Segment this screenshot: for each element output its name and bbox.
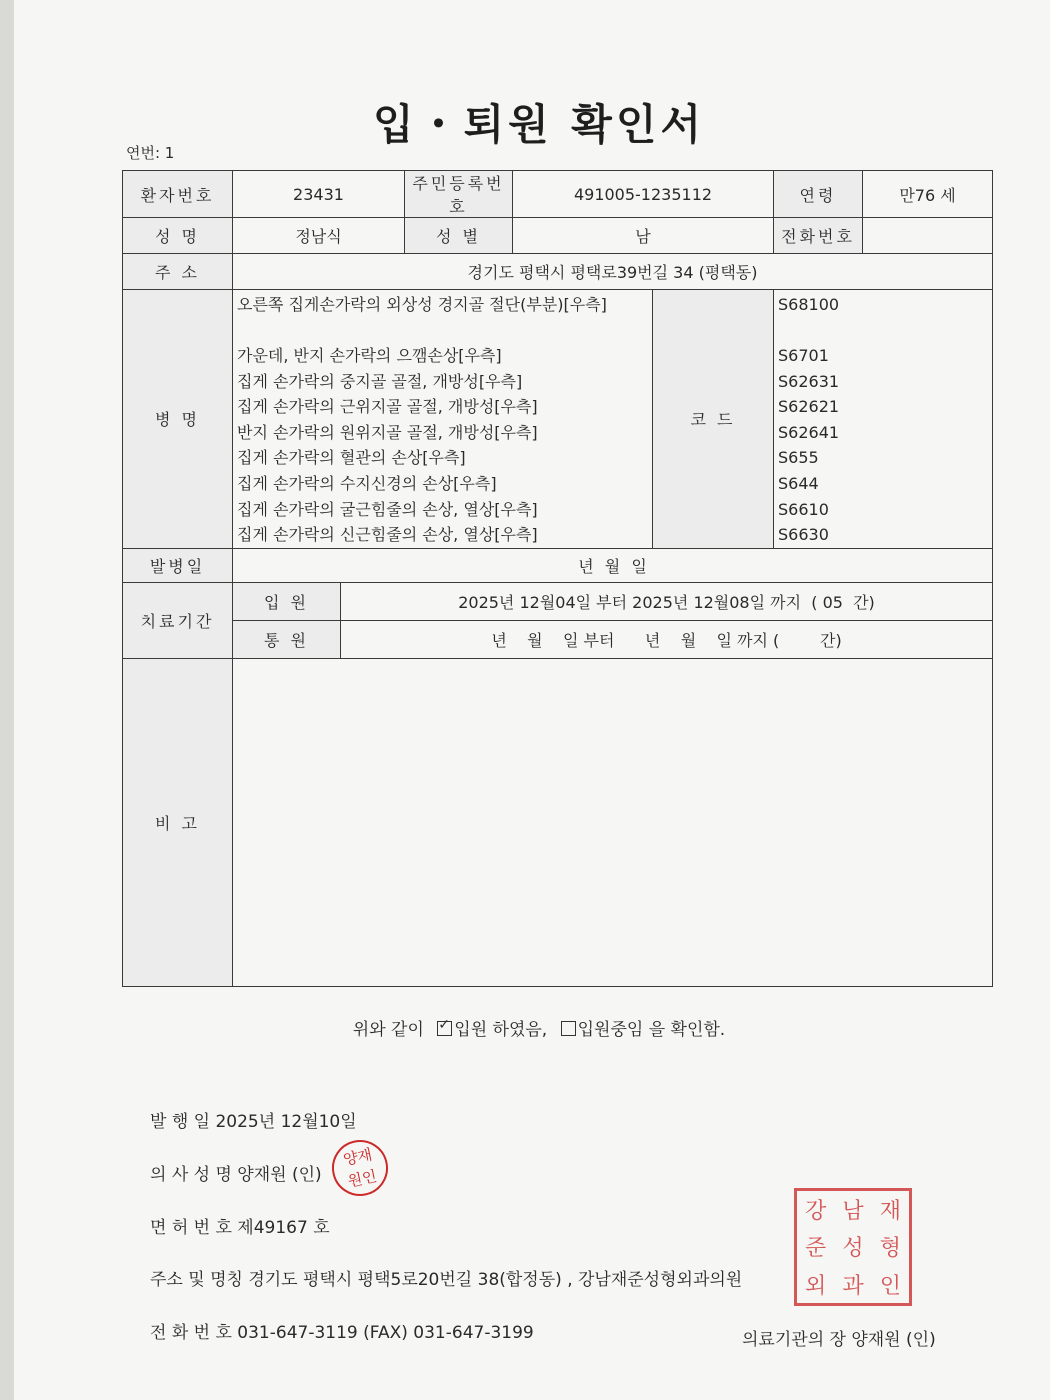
row-onset — [123, 548, 993, 582]
diagnosis-list — [233, 290, 653, 549]
confirm-option-admitted: 입원 하였음, — [454, 1020, 548, 1040]
clinic-seal-stamp: 강 남 재 준 성 형 외 과 인 — [794, 1188, 912, 1306]
value-patient-no: 23431 — [233, 171, 405, 218]
label-age: 연령 — [774, 171, 863, 218]
diagnosis-item: 집게 손가락의 근위지골 골절, 개방성[우측] — [237, 397, 538, 417]
value-inpatient-period: 2025년 12월04일 부터 2025년 12월08일 까지 ( 05 간) — [341, 582, 993, 620]
value-outpatient-period: 년 월 일 부터 년 월 일 까지 ( 간) — [341, 620, 993, 658]
doctor-seal-stamp: 양재원인 — [327, 1135, 393, 1201]
label-remarks: 비 고 — [123, 658, 233, 986]
value-sex: 남 — [513, 218, 774, 254]
diagnosis-item: 집게 손가락의 신근힘줄의 손상, 열상[우측] — [237, 525, 538, 545]
label-outpatient: 통 원 — [233, 620, 341, 658]
value-onset: 년 월 일 — [233, 548, 993, 582]
confirm-option-hospitalized: 입원중임 — [577, 1020, 644, 1040]
diagnosis-item: 반지 손가락의 원위지골 골절, 개방성[우측] — [237, 422, 538, 442]
value-name: 정남식 — [233, 218, 405, 254]
confirm-suffix: 을 확인함. — [648, 1020, 726, 1040]
label-inpatient: 입 원 — [233, 582, 341, 620]
code-list — [774, 290, 993, 549]
checkbox-admitted-checked-icon — [437, 1021, 452, 1036]
diagnosis-code: S68100 — [778, 295, 840, 314]
label-code: 코 드 — [653, 290, 774, 549]
label-sex: 성 별 — [405, 218, 513, 254]
diagnosis-item: 집게 손가락의 중지골 골절, 개방성[우측] — [237, 371, 523, 391]
diagnosis-code: S6701 — [778, 346, 829, 365]
label-treatment-period: 치료기간 — [123, 582, 233, 658]
value-remarks — [233, 658, 993, 986]
diagnosis-code: S655 — [778, 448, 819, 468]
label-name: 성 명 — [123, 218, 233, 254]
diagnosis-item: 가운데, 반지 손가락의 으깸손상[우측] — [237, 346, 502, 365]
row-address — [123, 254, 993, 290]
diagnosis-code: S62621 — [778, 397, 840, 417]
value-resident-no: 491005-1235112 — [513, 171, 774, 218]
diagnosis-code: S6610 — [778, 499, 829, 519]
clinic-address: 주소 및 명칭 경기도 평택시 평택5로20번길 38(합정동) , 강남재준성형외과의원 — [150, 1270, 743, 1290]
doctor-name: 의 사 성 명 양재원 (인) — [150, 1165, 322, 1185]
value-address: 경기도 평택시 평택로39번길 34 (평택동) — [233, 254, 993, 290]
diagnosis-code: S644 — [778, 473, 819, 493]
checkbox-hospitalized-icon — [561, 1021, 576, 1036]
document-title: 입・퇴원 확인서 — [372, 100, 706, 149]
row-inpatient — [123, 582, 993, 620]
diagnosis-code: S62641 — [778, 422, 840, 442]
row-diagnosis — [123, 290, 993, 549]
label-patient-no: 환자번호 — [123, 171, 233, 218]
row-remarks — [123, 658, 993, 986]
diagnosis-code: S6630 — [778, 525, 829, 545]
value-age: 만76 세 — [863, 171, 993, 218]
document-page — [14, 0, 1050, 1400]
diagnosis-item: 집게 손가락의 수지신경의 손상[우측] — [237, 473, 497, 493]
diagnosis-item: 집게 손가락의 혈관의 손상[우측] — [237, 448, 466, 468]
diagnosis-code: S62631 — [778, 371, 840, 391]
row-outpatient — [123, 620, 993, 658]
clinic-phone: 전 화 번 호 031-647-3119 (FAX) 031-647-3199 — [150, 1323, 534, 1343]
certificate-form-table — [122, 170, 993, 987]
label-resident-no: 주민등록번호 — [405, 171, 513, 218]
diagnosis-item: 집게 손가락의 굴근힘줄의 손상, 열상[우측] — [237, 499, 538, 519]
diagnosis-item: 오른쪽 집게손가락의 외상성 경지골 절단(부분)[우측] — [237, 295, 607, 314]
confirm-prefix: 위와 같이 — [352, 1020, 424, 1040]
row-name-sex — [123, 218, 993, 254]
label-phone: 전화번호 — [774, 218, 863, 254]
serial-number: 연번: 1 — [126, 144, 175, 162]
label-diagnosis: 병 명 — [123, 290, 233, 549]
label-onset: 발병일 — [123, 548, 233, 582]
issue-date: 발 행 일 2025년 12월10일 — [150, 1112, 357, 1132]
license-number: 면 허 번 호 제49167 호 — [150, 1218, 330, 1238]
institution-head-signature: 의료기관의 장 양재원 (인) — [742, 1330, 936, 1350]
label-address: 주 소 — [123, 254, 233, 290]
confirmation-statement — [14, 1015, 1050, 1040]
row-patient-id — [123, 171, 993, 218]
value-phone — [863, 218, 993, 254]
